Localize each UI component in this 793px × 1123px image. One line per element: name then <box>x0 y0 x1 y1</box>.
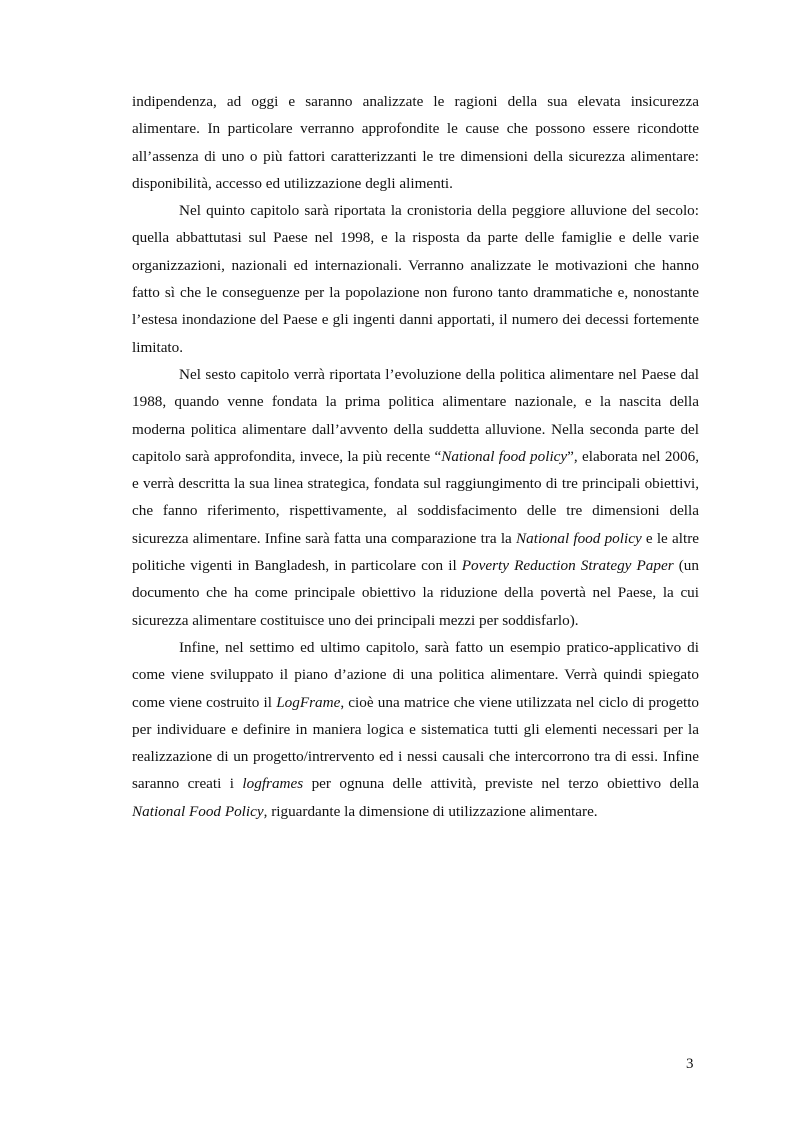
document-page-body <box>132 88 699 825</box>
paragraph-4-text-c: per ognuna delle attività, previste nel terzo obiettivo della <box>303 775 699 793</box>
paragraph-3 <box>132 361 699 634</box>
paragraph-4 <box>132 634 699 825</box>
paragraph-2-text: Nel quinto capitolo sarà riportata la cronistoria della peggiore alluvione del secolo: quella abbattutasi sul Paese nel 1998, e la risposta da parte delle famiglie e delle varie organizzazioni, nazionali ed internazionali. Verranno analizzate le motivazioni che hanno fatto sì che le conseguenze per la popolazione non furono tanto drammatiche e, nonostante l’estesa inondazione del Paese e gli ingenti danni apportati, il numero dei decessi fortemente limitato. <box>132 202 699 356</box>
paragraph-4-italic-national-food-policy: National Food Policy <box>132 802 264 820</box>
paragraph-4-text-b: , cioè una matrice che viene utilizzata nel ciclo di progetto per individuare e definire in maniera logica e sistematica tutti gli elementi necessari per la realizzazione di un progetto/intrervento ed i nessi causali che intercorrono tra di essi. Infine saranno creati i <box>132 693 700 793</box>
page-number: 3 <box>686 1056 694 1072</box>
paragraph-4-italic-logframe: LogFrame <box>276 693 341 711</box>
paragraph-2 <box>132 197 699 361</box>
paragraph-1 <box>132 88 699 197</box>
paragraph-4-text-a: Infine, nel settimo ed ultimo capitolo, sarà fatto un esempio pratico-applicativo di come viene sviluppato il piano d’azione di una politica alimentare. Verrà quindi spiegato come viene costruito il <box>132 638 699 711</box>
paragraph-3-text-b: ”, elaborata nel 2006, e verrà descritta la sua linea strategica, fondata sul raggiungimento di tre principali obiettivi, che fanno riferimento, rispettivamente, al soddisfacimento delle tre dimensioni della sicurezza alimentare. Infine sarà fatta una comparazione tra la <box>132 447 699 547</box>
paragraph-4-italic-logframes: logframes <box>242 775 304 793</box>
paragraph-3-italic-national-food-policy-1: National food policy <box>441 447 568 465</box>
paragraph-3-text-a: Nel sesto capitolo verrà riportata l’evoluzione della politica alimentare nel Paese dal 1988, quando venne fondata la prima politica alimentare nazionale, e la nascita della moderna politica alimentare dall’avvento della suddetta alluvione. Nella seconda parte del capitolo sarà approfondita, invece, la più recente “ <box>132 365 699 465</box>
paragraph-3-italic-prsp: Poverty Reduction Strategy Paper <box>461 557 674 575</box>
paragraph-4-text-d: , riguardante la dimensione di utilizzazione alimentare. <box>263 802 598 820</box>
paragraph-3-text-c: e le altre politiche vigenti in Bangladesh, in particolare con il <box>132 529 699 575</box>
paragraph-1-text: indipendenza, ad oggi e saranno analizzate le ragioni della sua elevata insicurezza alimentare. In particolare verranno approfondite le cause che possono essere ricondotte all’assenza di uno o più fattori caratterizzanti le tre dimensioni della sicurezza alimentare: disponibilità, accesso ed utilizzazione degli alimenti. <box>132 93 699 192</box>
paragraph-3-text-d: (un documento che ha come principale obiettivo la riduzione della povertà nel Paese, la cui sicurezza alimentare costituisce uno dei principali mezzi per soddisfarlo). <box>132 557 699 629</box>
paragraph-3-italic-national-food-policy-2: National food policy <box>516 529 642 547</box>
